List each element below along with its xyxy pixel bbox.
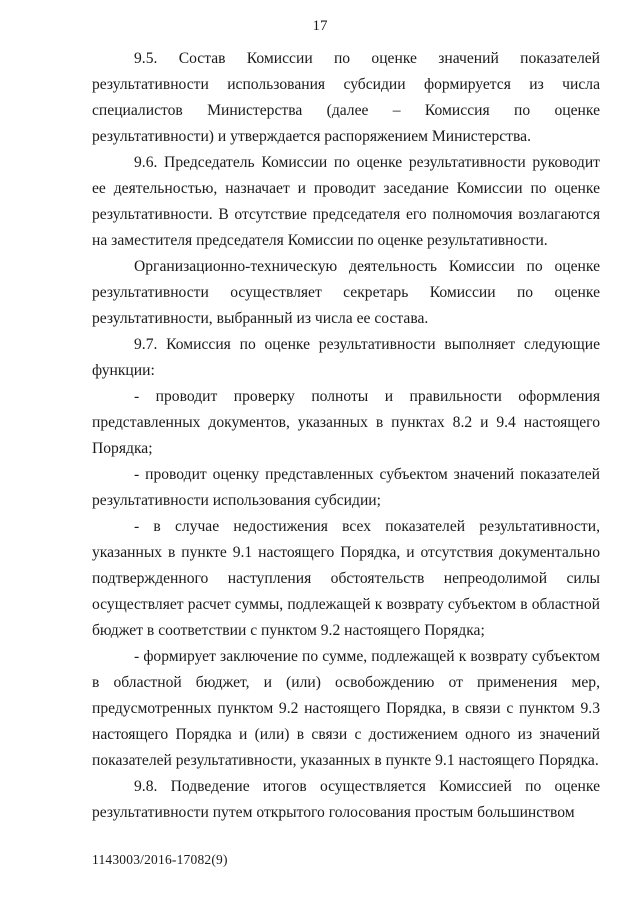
paragraph-secretary: Организационно-техническую деятельность Комиссии по оценке результативности осуществляет секретарь Комиссии по оценке результативности, выбранный из числа ее состава.: [92, 258, 600, 327]
list-item-calculate-refund: - в случае недостижения всех показателей результативности, указанных в пункте 9.1 настоящего Порядка, и отсутствия документально подтвержденного наступления обстоятельств непреодолимой силы осуществляет расчет суммы, подлежащей к возврату субъектом в областной бюджет в соответствии с пунктом 9.2 настоящего Порядка;: [92, 518, 600, 639]
paragraph-9-6: 9.6. Председатель Комиссии по оценке результативности руководит ее деятельностью, назначает и проводит заседание Комиссии по оценке результативности. В отсутствие председателя его полномочия возлагаются на заместителя председателя Комиссии по оценке результативности.: [92, 154, 600, 249]
list-item-evaluate-values: - проводит оценку представленных субъектом значений показателей результативности использования субсидии;: [92, 466, 600, 509]
document-body: [92, 46, 600, 826]
list-item-form-conclusion: - формирует заключение по сумме, подлежащей к возврату субъектом в областной бюджет, и (или) освобождению от применения мер, предусмотренных пунктом 9.2 настоящего Порядка, в связи с пунктом 9.3 настоящего Порядка и (или) в связи с достижением одного из значений показателей результативности, указанных в пункте 9.1 настоящего Порядка.: [92, 648, 600, 769]
list-item-check-documents: - проводит проверку полноты и правильности оформления представленных документов, указанных в пунктах 8.2 и 9.4 настоящего Порядка;: [92, 388, 600, 457]
page-number: 17: [312, 18, 328, 34]
document-code: 1143003/2016-17082(9): [92, 852, 228, 867]
paragraph-9-5: 9.5. Состав Комиссии по оценке значений показателей результативности использования субсидии формируется из числа специалистов Министерства (далее – Комиссия по оценке результативности) и утверждается распоряжением Министерства.: [92, 50, 600, 145]
paragraph-9-8: 9.8. Подведение итогов осуществляется Комиссией по оценке результативности путем открытого голосования простым большинством: [92, 778, 600, 821]
paragraph-9-7: 9.7. Комиссия по оценке результативности выполняет следующие функции:: [92, 336, 600, 379]
